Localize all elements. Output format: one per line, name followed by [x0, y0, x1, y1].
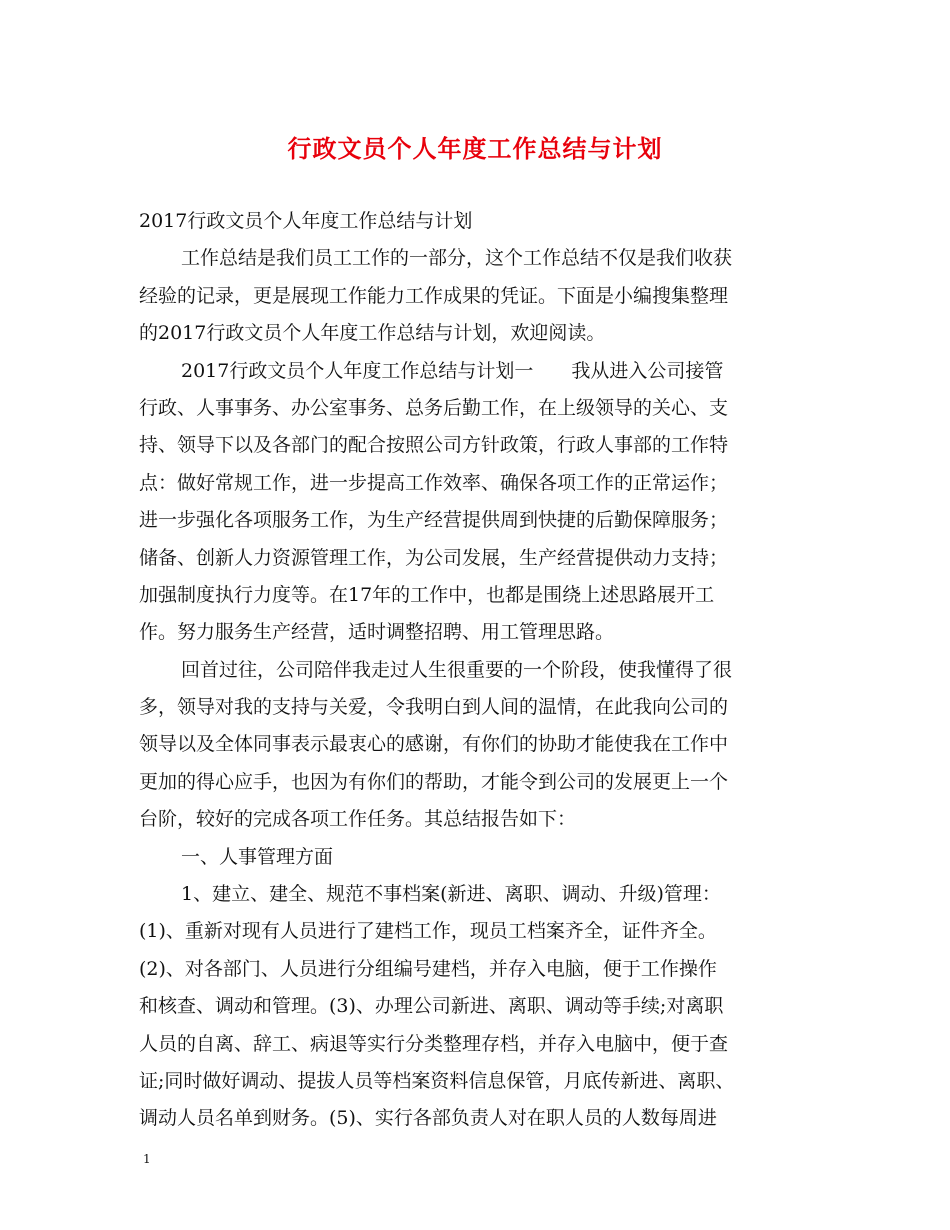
text-line: 储备、创新人力资源管理工作，为公司发展，生产经营提供动力支持； — [139, 546, 729, 569]
document-title: 行政文员个人年度工作总结与计划 — [287, 134, 663, 163]
text-line: 经验的记录，更是展现工作能力工作成果的凭证。下面是小编搜集整理 — [139, 284, 729, 307]
text-line: 多，领导对我的支持与关爱，令我明白到人间的温情，在此我向公司的 — [139, 696, 729, 719]
text-line: 加强制度执行力度等。在17年的工作中，也都是围绕上述思路展开工 — [139, 583, 715, 606]
text-line: 的2017行政文员个人年度工作总结与计划，欢迎阅读。 — [139, 322, 606, 345]
text-line: 进一步强化各项服务工作，为生产经营提供周到快捷的后勤保障服务； — [139, 509, 729, 532]
text-line: 作。努力服务生产经营，适时调整招聘、用工管理思路。 — [139, 621, 615, 644]
text-line: 调动人员名单到财务。(5)、实行各部负责人对在职人员的人数每周进 — [139, 1107, 717, 1130]
text-line: (1)、重新对现有人员进行了建档工作，现员工档案齐全，证件齐全。 — [139, 920, 717, 943]
text-line: 领导以及全体同事表示最衷心的感谢，有你们的协助才能使我在工作中 — [139, 733, 729, 756]
document-body — [139, 203, 814, 1138]
text-line: 台阶，较好的完成各项工作任务。其总结报告如下： — [139, 808, 577, 831]
text-line: 和核查、调动和管理。(3)、办理公司新进、离职、调动等手续;对离职 — [139, 995, 724, 1018]
page-number: 1 — [143, 1152, 151, 1166]
text-line: 工作总结是我们员工工作的一部分，这个工作总结不仅是我们收获 — [181, 247, 733, 270]
text-line: 行政、人事事务、办公室事务、总务后勤工作，在上级领导的关心、支 — [139, 396, 729, 419]
text-line: 更加的得心应手，也因为有你们的帮助，才能令到公司的发展更上一个 — [139, 770, 729, 793]
text-line: 人员的自离、辞工、病退等实行分类整理存档，并存入电脑中，便于查 — [139, 1032, 729, 1055]
text-line: 1、建立、建全、规范不事档案(新进、离职、调动、升级)管理： — [181, 883, 721, 906]
text-line: (2)、对各部门、人员进行分组编号建档，并存入电脑，便于工作操作 — [139, 957, 717, 980]
text-line: 2017行政文员个人年度工作总结与计划一 我从进入公司接管 — [181, 359, 724, 382]
section-heading: 一、人事管理方面 — [181, 845, 334, 868]
text-line: 点：做好常规工作，进一步提高工作效率、确保各项工作的正常运作； — [139, 471, 729, 494]
text-line: 持、领导下以及各部门的配合按照公司方针政策，行政人事部的工作特 — [139, 434, 729, 457]
text-line: 2017行政文员个人年度工作总结与计划 — [139, 210, 473, 232]
text-line: 回首过往，公司陪伴我走过人生很重要的一个阶段，使我懂得了很 — [181, 658, 733, 681]
text-line: 证;同时做好调动、提拔人员等档案资料信息保管，月底传新进、离职、 — [139, 1069, 735, 1092]
